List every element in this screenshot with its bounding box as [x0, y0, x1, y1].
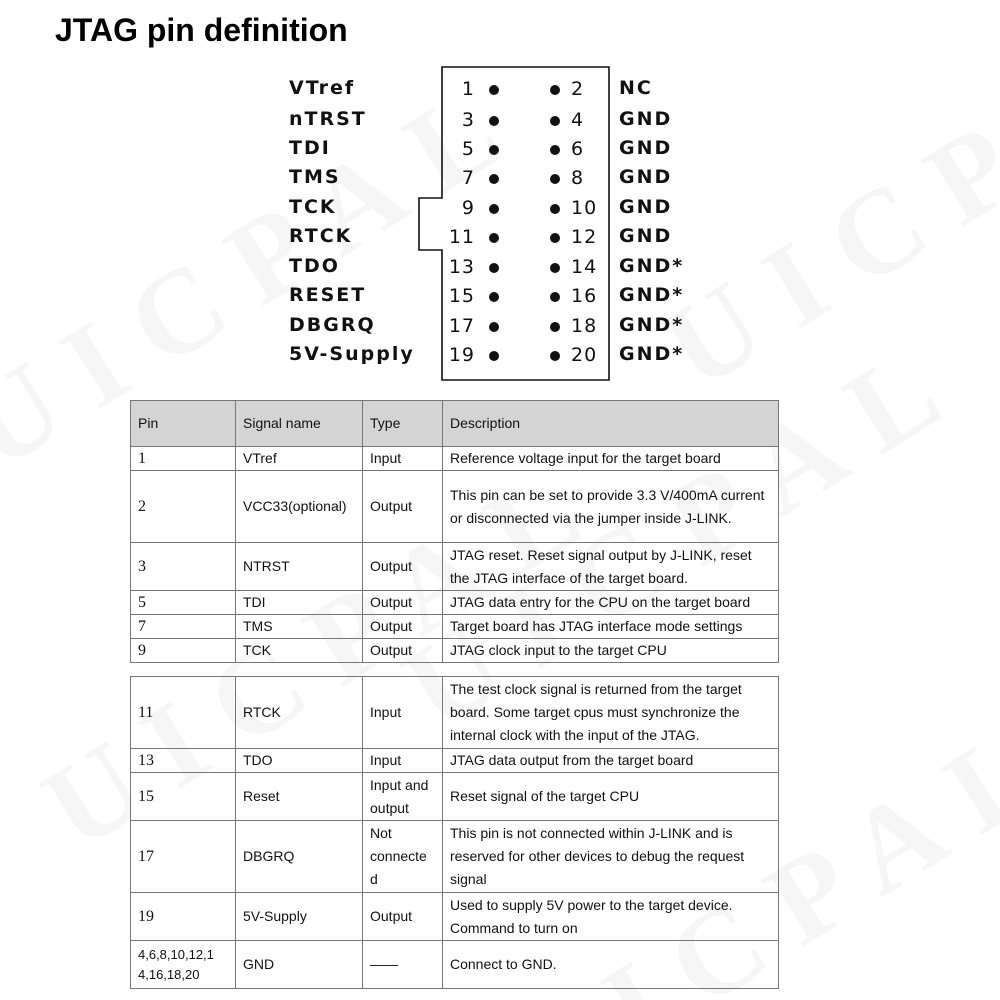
header-description: Description: [443, 401, 779, 447]
type-cell: Output: [363, 591, 443, 615]
odd-pin-number: 1: [461, 78, 475, 100]
description-cell: Used to supply 5V power to the target device. Command to turn on: [443, 893, 779, 941]
pin-dot: [550, 322, 560, 332]
left-signal-label: TDO: [289, 255, 340, 277]
type-cell: Output: [363, 543, 443, 591]
table-row: [131, 677, 779, 749]
odd-pin-number: 3: [461, 109, 475, 131]
description-cell: Target board has JTAG interface mode settings: [443, 615, 779, 639]
even-pin-number: 14: [571, 256, 598, 278]
left-signal-label: 5V-Supply: [289, 343, 415, 365]
right-signal-label: GND: [619, 196, 673, 218]
odd-pin-number: 15: [448, 285, 475, 307]
signal-name-cell: TCK: [236, 639, 363, 663]
table-row: [131, 615, 779, 639]
pin-cell: 3: [131, 543, 236, 591]
type-cell: Input: [363, 677, 443, 749]
table-row: [131, 941, 779, 989]
odd-pin-number: 19: [448, 344, 475, 366]
pin-table-part-2: [130, 676, 779, 989]
pin-cell: 5: [131, 591, 236, 615]
connector-pin-row: [280, 254, 720, 282]
connector-pin-row: [280, 224, 720, 252]
pin-dot: [489, 85, 499, 95]
table-row: [131, 447, 779, 471]
right-signal-label: GND*: [619, 343, 685, 365]
description-cell: This pin can be set to provide 3.3 V/400mA current or disconnected via the jumper inside J-LINK.: [443, 471, 779, 543]
signal-name-cell: TDO: [236, 749, 363, 773]
table-row: [131, 591, 779, 615]
right-signal-label: GND: [619, 137, 673, 159]
header-signal-name: Signal name: [236, 401, 363, 447]
pin-dot: [550, 85, 560, 95]
description-cell: JTAG data entry for the CPU on the target board: [443, 591, 779, 615]
left-signal-label: DBGRQ: [289, 314, 376, 336]
right-signal-label: GND: [619, 166, 673, 188]
pin-dot: [489, 263, 499, 273]
right-signal-label: GND*: [619, 255, 685, 277]
connector-pin-row: [280, 313, 720, 341]
left-signal-label: TMS: [289, 166, 341, 188]
description-cell: This pin is not connected within J-LINK and is reserved for other devices to debug the request signal: [443, 821, 779, 893]
pin-dot: [489, 116, 499, 126]
connector-pin-row: [280, 283, 720, 311]
left-signal-label: TCK: [289, 196, 337, 218]
pin-dot: [489, 351, 499, 361]
pin-table-part-1: [130, 400, 779, 663]
pin-cell: 1: [131, 447, 236, 471]
type-cell: Output: [363, 639, 443, 663]
pin-dot: [550, 174, 560, 184]
type-cell: Output: [363, 471, 443, 543]
header-pin: Pin: [131, 401, 236, 447]
left-signal-label: TDI: [289, 137, 331, 159]
pin-cell: 13: [131, 749, 236, 773]
type-cell: Input and output: [363, 773, 443, 821]
table-row: [131, 471, 779, 543]
right-signal-label: GND: [619, 225, 673, 247]
pin-cell: 15: [131, 773, 236, 821]
type-cell: Not connecte d: [363, 821, 443, 893]
description-cell: JTAG clock input to the target CPU: [443, 639, 779, 663]
signal-name-cell: RTCK: [236, 677, 363, 749]
even-pin-number: 8: [571, 167, 585, 189]
table-row: [131, 639, 779, 663]
even-pin-number: 2: [571, 78, 585, 100]
odd-pin-number: 17: [448, 315, 475, 337]
type-cell: Input: [363, 447, 443, 471]
jtag-connector-diagram: [280, 66, 720, 382]
description-cell: The test clock signal is returned from the target board. Some target cpus must synchronize the internal clock with the input of the JTAG.: [443, 677, 779, 749]
pin-dot: [550, 351, 560, 361]
pin-dot: [489, 145, 499, 155]
type-cell: ——: [363, 941, 443, 989]
table-header-row: [131, 401, 779, 447]
connector-pin-row: [280, 342, 720, 370]
pin-dot: [489, 204, 499, 214]
pin-dot: [550, 145, 560, 155]
pin-dot: [489, 292, 499, 302]
even-pin-number: 4: [571, 109, 585, 131]
signal-name-cell: VCC33(optional): [236, 471, 363, 543]
pin-cell: 2: [131, 471, 236, 543]
pin-cell: 11: [131, 677, 236, 749]
header-type: Type: [363, 401, 443, 447]
description-cell: Reference voltage input for the target board: [443, 447, 779, 471]
description-cell: JTAG reset. Reset signal output by J-LINK, reset the JTAG interface of the target board.: [443, 543, 779, 591]
table-row: [131, 543, 779, 591]
even-pin-number: 12: [571, 226, 598, 248]
signal-name-cell: TDI: [236, 591, 363, 615]
pin-cell: 17: [131, 821, 236, 893]
right-signal-label: NC: [619, 77, 653, 99]
left-signal-label: RTCK: [289, 225, 353, 247]
pin-cell: 9: [131, 639, 236, 663]
signal-name-cell: DBGRQ: [236, 821, 363, 893]
type-cell: Input: [363, 749, 443, 773]
pin-dot: [489, 233, 499, 243]
signal-name-cell: GND: [236, 941, 363, 989]
signal-name-cell: TMS: [236, 615, 363, 639]
connector-pin-row: [280, 76, 720, 104]
odd-pin-number: 9: [461, 197, 475, 219]
description-cell: Reset signal of the target CPU: [443, 773, 779, 821]
connector-pin-row: [280, 195, 720, 223]
type-cell: Output: [363, 615, 443, 639]
signal-name-cell: NTRST: [236, 543, 363, 591]
even-pin-number: 18: [571, 315, 598, 337]
pin-dot: [550, 204, 560, 214]
signal-name-cell: 5V-Supply: [236, 893, 363, 941]
even-pin-number: 6: [571, 138, 585, 160]
description-cell: Connect to GND.: [443, 941, 779, 989]
pin-dot: [550, 116, 560, 126]
signal-name-cell: VTref: [236, 447, 363, 471]
right-signal-label: GND*: [619, 284, 685, 306]
signal-name-cell: Reset: [236, 773, 363, 821]
right-signal-label: GND: [619, 108, 673, 130]
description-cell: JTAG data output from the target board: [443, 749, 779, 773]
table-row: [131, 893, 779, 941]
left-signal-label: RESET: [289, 284, 367, 306]
connector-pin-row: [280, 165, 720, 193]
pin-cell: 19: [131, 893, 236, 941]
table-row: [131, 749, 779, 773]
table-row: [131, 821, 779, 893]
page-title: JTAG pin definition: [55, 12, 348, 48]
right-signal-label: GND*: [619, 314, 685, 336]
odd-pin-number: 7: [461, 167, 475, 189]
pin-cell: 7: [131, 615, 236, 639]
type-cell: Output: [363, 893, 443, 941]
pin-dot: [550, 263, 560, 273]
pin-dot: [550, 292, 560, 302]
connector-pin-row: [280, 107, 720, 135]
odd-pin-number: 13: [448, 256, 475, 278]
even-pin-number: 16: [571, 285, 598, 307]
left-signal-label: VTref: [289, 77, 356, 99]
pin-dot: [550, 233, 560, 243]
even-pin-number: 10: [571, 197, 598, 219]
odd-pin-number: 11: [448, 226, 475, 248]
pin-cell: 4,6,8,10,12,1 4,16,18,20: [131, 941, 236, 989]
table-row: [131, 773, 779, 821]
pin-dot: [489, 322, 499, 332]
even-pin-number: 20: [571, 344, 598, 366]
odd-pin-number: 5: [461, 138, 475, 160]
pin-dot: [489, 174, 499, 184]
left-signal-label: nTRST: [289, 108, 367, 130]
connector-pin-row: [280, 136, 720, 164]
